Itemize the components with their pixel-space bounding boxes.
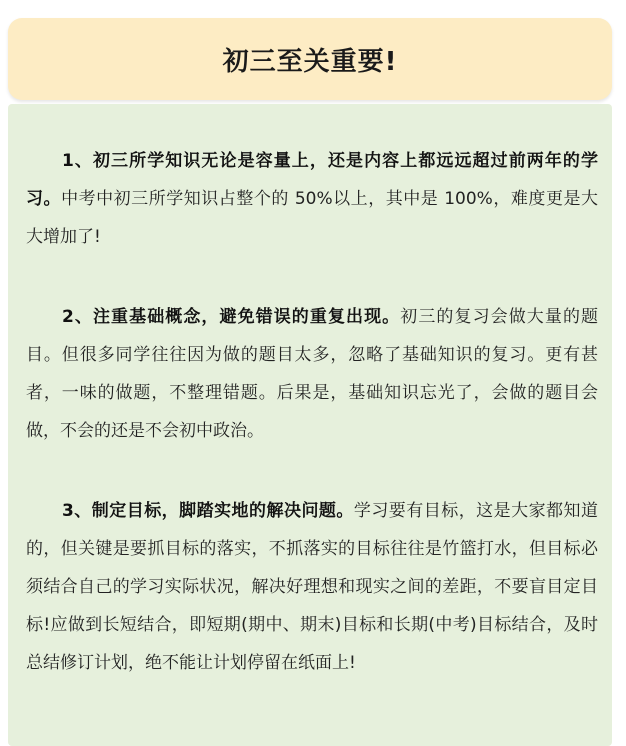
page-title: 初三至关重要!	[222, 46, 398, 77]
paragraph-1	[26, 142, 598, 256]
paragraph-1-heading: 1、初三所学知识无论是容量上，还是内容上都远远超过前两年的学习。	[26, 151, 598, 209]
paragraph-2-text: 初三的复习会做大量的题目。但很多同学往往因为做的题目太多，忽略了基础知识的复习。更有甚者，一味的做题，不整理错题。后果是，基础知识忘光了，会做的题目会做，不会的还是不会初中政治。	[26, 307, 599, 441]
paragraph-2-heading: 2、注重基础概念，避免错误的重复出现。	[62, 307, 401, 327]
paragraph-3	[26, 492, 598, 682]
paragraph-1-text: 中考中初三所学知识占整个的 50%以上，其中是 100%，难度更是大大增加了!	[26, 189, 598, 247]
paragraph-3-heading: 3、制定目标，脚踏实地的解决问题。	[62, 501, 354, 521]
content-panel	[8, 104, 612, 746]
paragraph-3-text: 学习要有目标，这是大家都知道的，但关键是要抓目标的落实，不抓落实的目标往往是竹篮打水，但目标必须结合自己的学习实际状况，解决好理想和现实之间的差距，不要盲目定目标!应做到长短结合，即短期(期中、期末)目标和长期(中考)目标结合，及时总结修订计划，绝不能让计划停留在纸面上!	[26, 501, 599, 673]
paragraph-2	[26, 298, 598, 450]
title-banner	[8, 18, 612, 100]
